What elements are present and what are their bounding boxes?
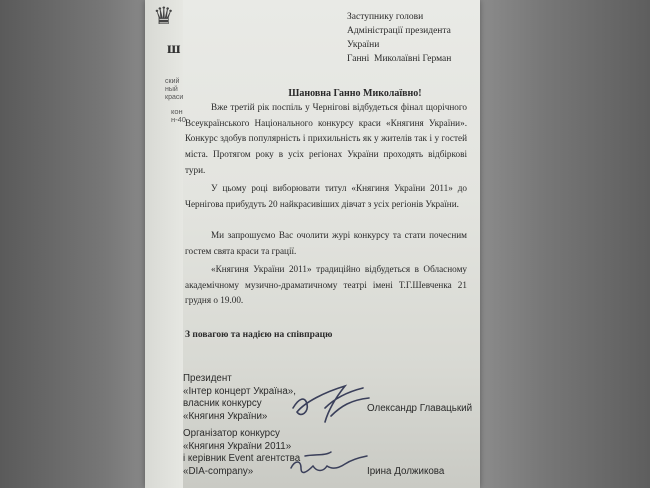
- signatory-1-name: Олександр Главацький: [367, 403, 473, 414]
- closing-line: З повагою та надією на співпрацю: [185, 330, 333, 340]
- background-left: [0, 0, 150, 488]
- signature-1-icon: [285, 378, 375, 428]
- letterhead-logo-mark: ш: [167, 40, 181, 57]
- letterhead-margin: [145, 0, 186, 488]
- crown-icon: ♛: [153, 4, 175, 30]
- paragraph-3: Ми запрошуємо Вас очолити журі конкурсу та стати почесним гостем свята краси та грації.: [185, 230, 467, 256]
- paragraph-4: «Княгиня України 2011» традиційно відбудеться в Обласному академічному музично-драматичному театрі імені Т.Г.Шевченка 21 грудня о 19.00.: [185, 264, 467, 306]
- letterhead-logo-text: ский ный краси: [165, 78, 184, 101]
- letterhead-contact-text: кон н-40: [171, 107, 186, 124]
- salutation: Шановна Ганно Миколаївно!: [288, 88, 422, 99]
- signatory-1-role: Президент «Інтер концерт Україна», власник конкурсу «Княгиня України»: [183, 373, 296, 422]
- letter-page: [145, 0, 480, 488]
- signatory-2-role: Організатор конкурсу «Княгиня України 2011» і керівник Event агентства «DIA-company»: [183, 428, 301, 477]
- background-right: [474, 0, 650, 488]
- signatory-2-name: Ірина Должикова: [367, 466, 445, 477]
- signature-2-icon: [285, 446, 375, 486]
- addressee-block: Заступнику голови Адміністрації президента України Ганні Миколаївні Герман: [347, 12, 452, 64]
- paragraph-2: У цьому році виборювати титул «Княгиня України 2011» до Чернігова прибудуть 20 найкрасивіших дівчат з усіх регіонів України.: [185, 183, 467, 209]
- paragraph-1: Вже третій рік поспіль у Чернігові відбудеться фінал щорічного Всеукраїнського Національного конкурсу краси «Княгиня України». Конкурс здобув популярність і прихильність як у жителів так і у гостей міста. Протягом року в усіх регіонах України проходять відбіркові тури.: [185, 102, 467, 175]
